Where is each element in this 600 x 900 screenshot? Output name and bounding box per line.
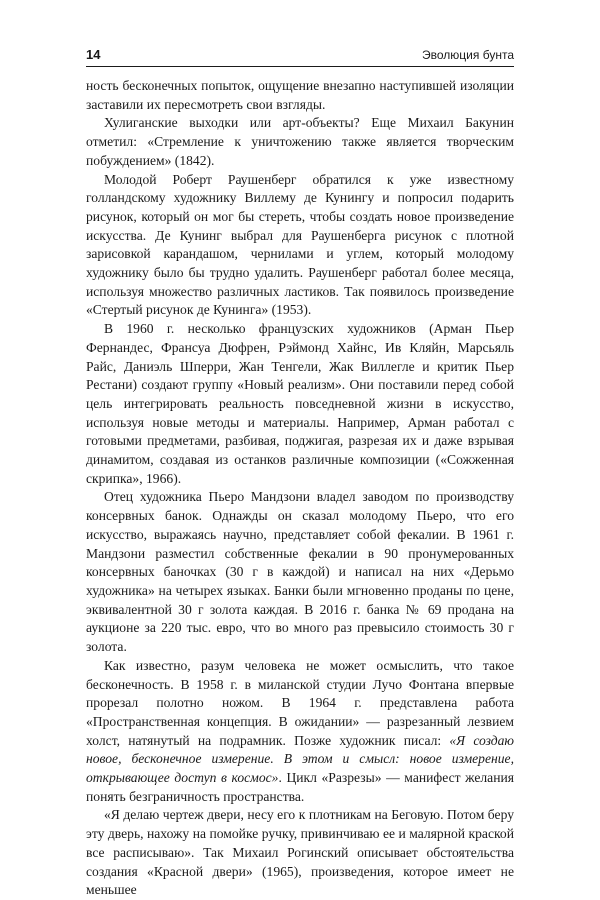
body-text xyxy=(86,77,514,900)
paragraph-roginsky: «Я делаю чертеж двери, несу его к плотникам на Беговую. Потом беру эту дверь, нахожу на помойке ручку, привинчиваю ее и малярной краской все расписываю». Так Михаил Рогинский описывает обстоятельства создания «Красной двери» (1965), произведения, которое имеет не меньшее xyxy=(86,807,514,898)
fontana-text-end: . Цикл «Разрезы» — манифест желания понять безграничность пространства. xyxy=(86,770,515,804)
fontana-quote: «Я создаю новое, бесконечное измерение. В этом и смысл: новое измерение, открывающее доступ в космос» xyxy=(86,732,515,786)
fontana-text: Как известно, разум человека не может осмыслить, что такое бесконечность. В 1958 г. в миланской студии Лучо Фонтана впервые прорезал полотно ножом. В 1964 г. представлена работа «Пространственная концепция. В ожидании» — разрезанный лезвием холст, натянутый на подрамник. Позже художник писал: xyxy=(86,657,514,748)
paragraph-manzoni: Отец художника Пьеро Мандзони владел заводом по производству консервных банок. Однажды он сказал молодому Пьеро, что его искусство, выражаясь научно, представляет собой фекалии. В 1961 г. Мандзони разместил собственные фекалии в 90 пронумерованных консервных баночках (30 г в каждой) и написал на них «Дерьмо художника» на четырех языках. Банки были мгновенно проданы по цене, эквивалентной 30 г золота каждая. В 2016 г. банка № 69 продана на аукционе за 220 тыс. евро, что во много раз превысило стоимость 30 г золота. xyxy=(86,489,514,655)
page-header xyxy=(86,44,514,67)
page-number: 14 xyxy=(86,47,101,62)
paragraph-fontana xyxy=(86,657,514,807)
running-title: Эволюция бунта xyxy=(422,48,514,62)
paragraph-rauschenberg: Молодой Роберт Раушенберг обратился к уже известному голландскому художнику Виллему де Кунингу и попросил подарить рисунок, который он мог бы стереть, чтобы создать новое произведение искусства. Де Кунинг выбрал для Раушенберга рисунок с плотной зарисовкой карандашом, чернилами и углем, который молодому художнику было бы трудно удалить. Раушенберг работал более месяца, используя множество различных ластиков. Так появилось произведение «Стертый рисунок де Кунинга» (1953). xyxy=(86,171,514,318)
paragraph-new-realism: В 1960 г. несколько французских художников (Арман Пьер Фернандес, Франсуа Дюфрен, Рэймонд Хайнс, Ив Кляйн, Марсьяль Райс, Даниэль Шперри, Жан Тенгели, Жак Виллегле и критик Пьер Рестани) создают группу «Новый реализм». Они поставили перед собой цель интегрировать реальность повседневной жизни в искусство, используя новые методы и материалы. Например, Арман работал с готовыми предметами, разбивая, поджигая, разрезая их и даже взрывая динамитом, создавая из останков различные композиции («Сожженная скрипка», 1966). xyxy=(86,321,514,486)
paragraph-continued: ность бесконечных попыток, ощущение внезапно наступившей изоляции заставили их пересмотреть свои взгляды. xyxy=(86,78,514,112)
paragraph-bakunin: Хулиганские выходки или арт-объекты? Еще Михаил Бакунин отметил: «Стремление к уничтожению также является творческим побуждением» (1842). xyxy=(86,115,514,168)
